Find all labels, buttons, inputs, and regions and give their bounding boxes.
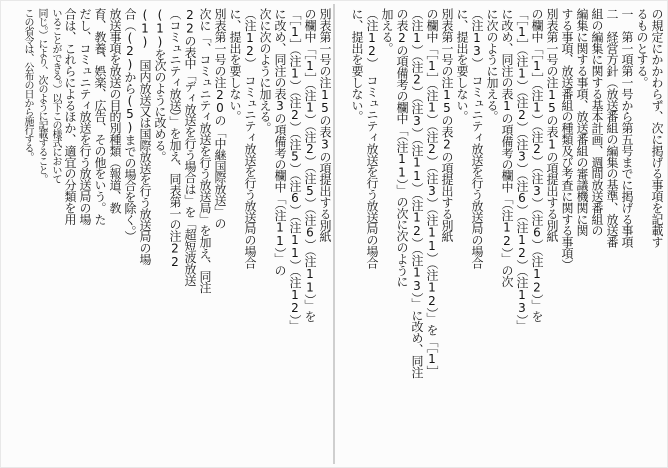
text-column: に、提出を要しない。 xyxy=(455,8,469,123)
text-column: に次のように加える。 xyxy=(485,8,499,123)
text-column: 「［1］（注1）（注2）（注3）（注6）（注12）（注13）」 xyxy=(515,8,529,332)
text-column: 組の編集に関する基本計画、週間放送番組の xyxy=(590,8,604,237)
text-column: 別表第一号の注15の表1の項提出する別紙 xyxy=(545,8,559,243)
text-column: 22の表中「ディ放送を行う場合は」を「超短波放送 xyxy=(183,8,197,286)
text-column: 同じ。）により、次のように記載すること。 xyxy=(36,8,47,183)
text-column: 育、教養、娯楽、広告、その他をいう。た xyxy=(93,8,107,225)
text-column: (1)を次のように改める。 xyxy=(153,8,167,163)
text-column: の欄中「［1］（注1）（注2）（注5）（注6）（注11）」を xyxy=(303,8,317,323)
text-column: （注13） コミュニティ放送を行う放送局の場合 xyxy=(470,8,484,269)
text-column: （注12） コミュニティ放送を行う放送局の場合 xyxy=(243,8,257,269)
text-column: （コミュニティ放送）」を加え、同表第一の注22 xyxy=(168,8,182,269)
text-column: の欄中「［1］（注1）（注2）（注3）（注11）（注12）」を「［1］ xyxy=(425,8,439,378)
text-column: いることができる。）以下この様式において xyxy=(50,8,61,183)
text-column: この省令は、公布の日から施行する。 xyxy=(22,8,33,161)
text-column: 一 第一項第一号から第五号までに掲げる事項 xyxy=(620,8,634,248)
text-column: 編集に関する事項、放送番組の審議機関に関 xyxy=(575,8,589,237)
text-column: (1) 国内放送又は国際放送を行う放送局の場 xyxy=(138,8,152,265)
text-column: 合（(2)から(5)までの場合を除く。） xyxy=(123,8,137,243)
text-column: 合は、これらによるほか、適宜の分類を用 xyxy=(63,8,77,225)
text-column: 別表第一号の注15の表2の項提出する別紙 xyxy=(440,8,454,243)
text-column: 加える。 xyxy=(380,8,394,54)
text-column: に改め、同注の表3の項備考の欄中「（注11）」の xyxy=(273,8,287,276)
text-column: の表2の項備考の欄中「（注11）」の次に次のように xyxy=(395,8,409,288)
text-column: るものとする。 xyxy=(635,8,649,88)
text-column: （注1）（注2）（注3）（注11）（注12）（注13）」に改め、同注 xyxy=(410,8,424,378)
text-column: する事項、放送番組の種類及び考査に関する事項） xyxy=(560,8,574,271)
text-column: 「［1］（注1）（注2）（注5）（注6）（注11）（注12）」 xyxy=(288,8,302,332)
text-column: 放送事項を放送の目的別種類（報道、教 xyxy=(108,8,122,214)
text-column: （注12） コミュニティ放送を行う放送局の場合 xyxy=(365,8,379,269)
page-divider xyxy=(333,4,335,464)
text-column: 二 経営方針（放送番組の編集の基準、放送番 xyxy=(605,8,619,248)
text-column: 次に次のように加える。 xyxy=(258,8,272,134)
text-column: 別表第一号の注15の表3の項提出する別紙 xyxy=(318,8,332,243)
text-column: に、提出を要しない。 xyxy=(350,8,364,123)
text-column: 次に「、コミュニティ放送を行う放送局」を加え、同注 xyxy=(198,8,212,294)
text-column: に、提出を要しない。 xyxy=(228,8,242,123)
text-column: の規定にかかわらず、次に掲げる事項を記載す xyxy=(650,8,664,248)
text-column: 別表第一号の注20の「中継国際放送」の xyxy=(213,8,227,229)
text-column: の欄中「［1］（注1）（注2）（注3）（注6）（注12）」を xyxy=(530,8,544,323)
text-column: に改め、同注の表1の項備考の欄中「（注12）」の次 xyxy=(500,8,514,288)
text-column: だし、コミュニティ放送を行う放送局の場 xyxy=(78,8,92,225)
